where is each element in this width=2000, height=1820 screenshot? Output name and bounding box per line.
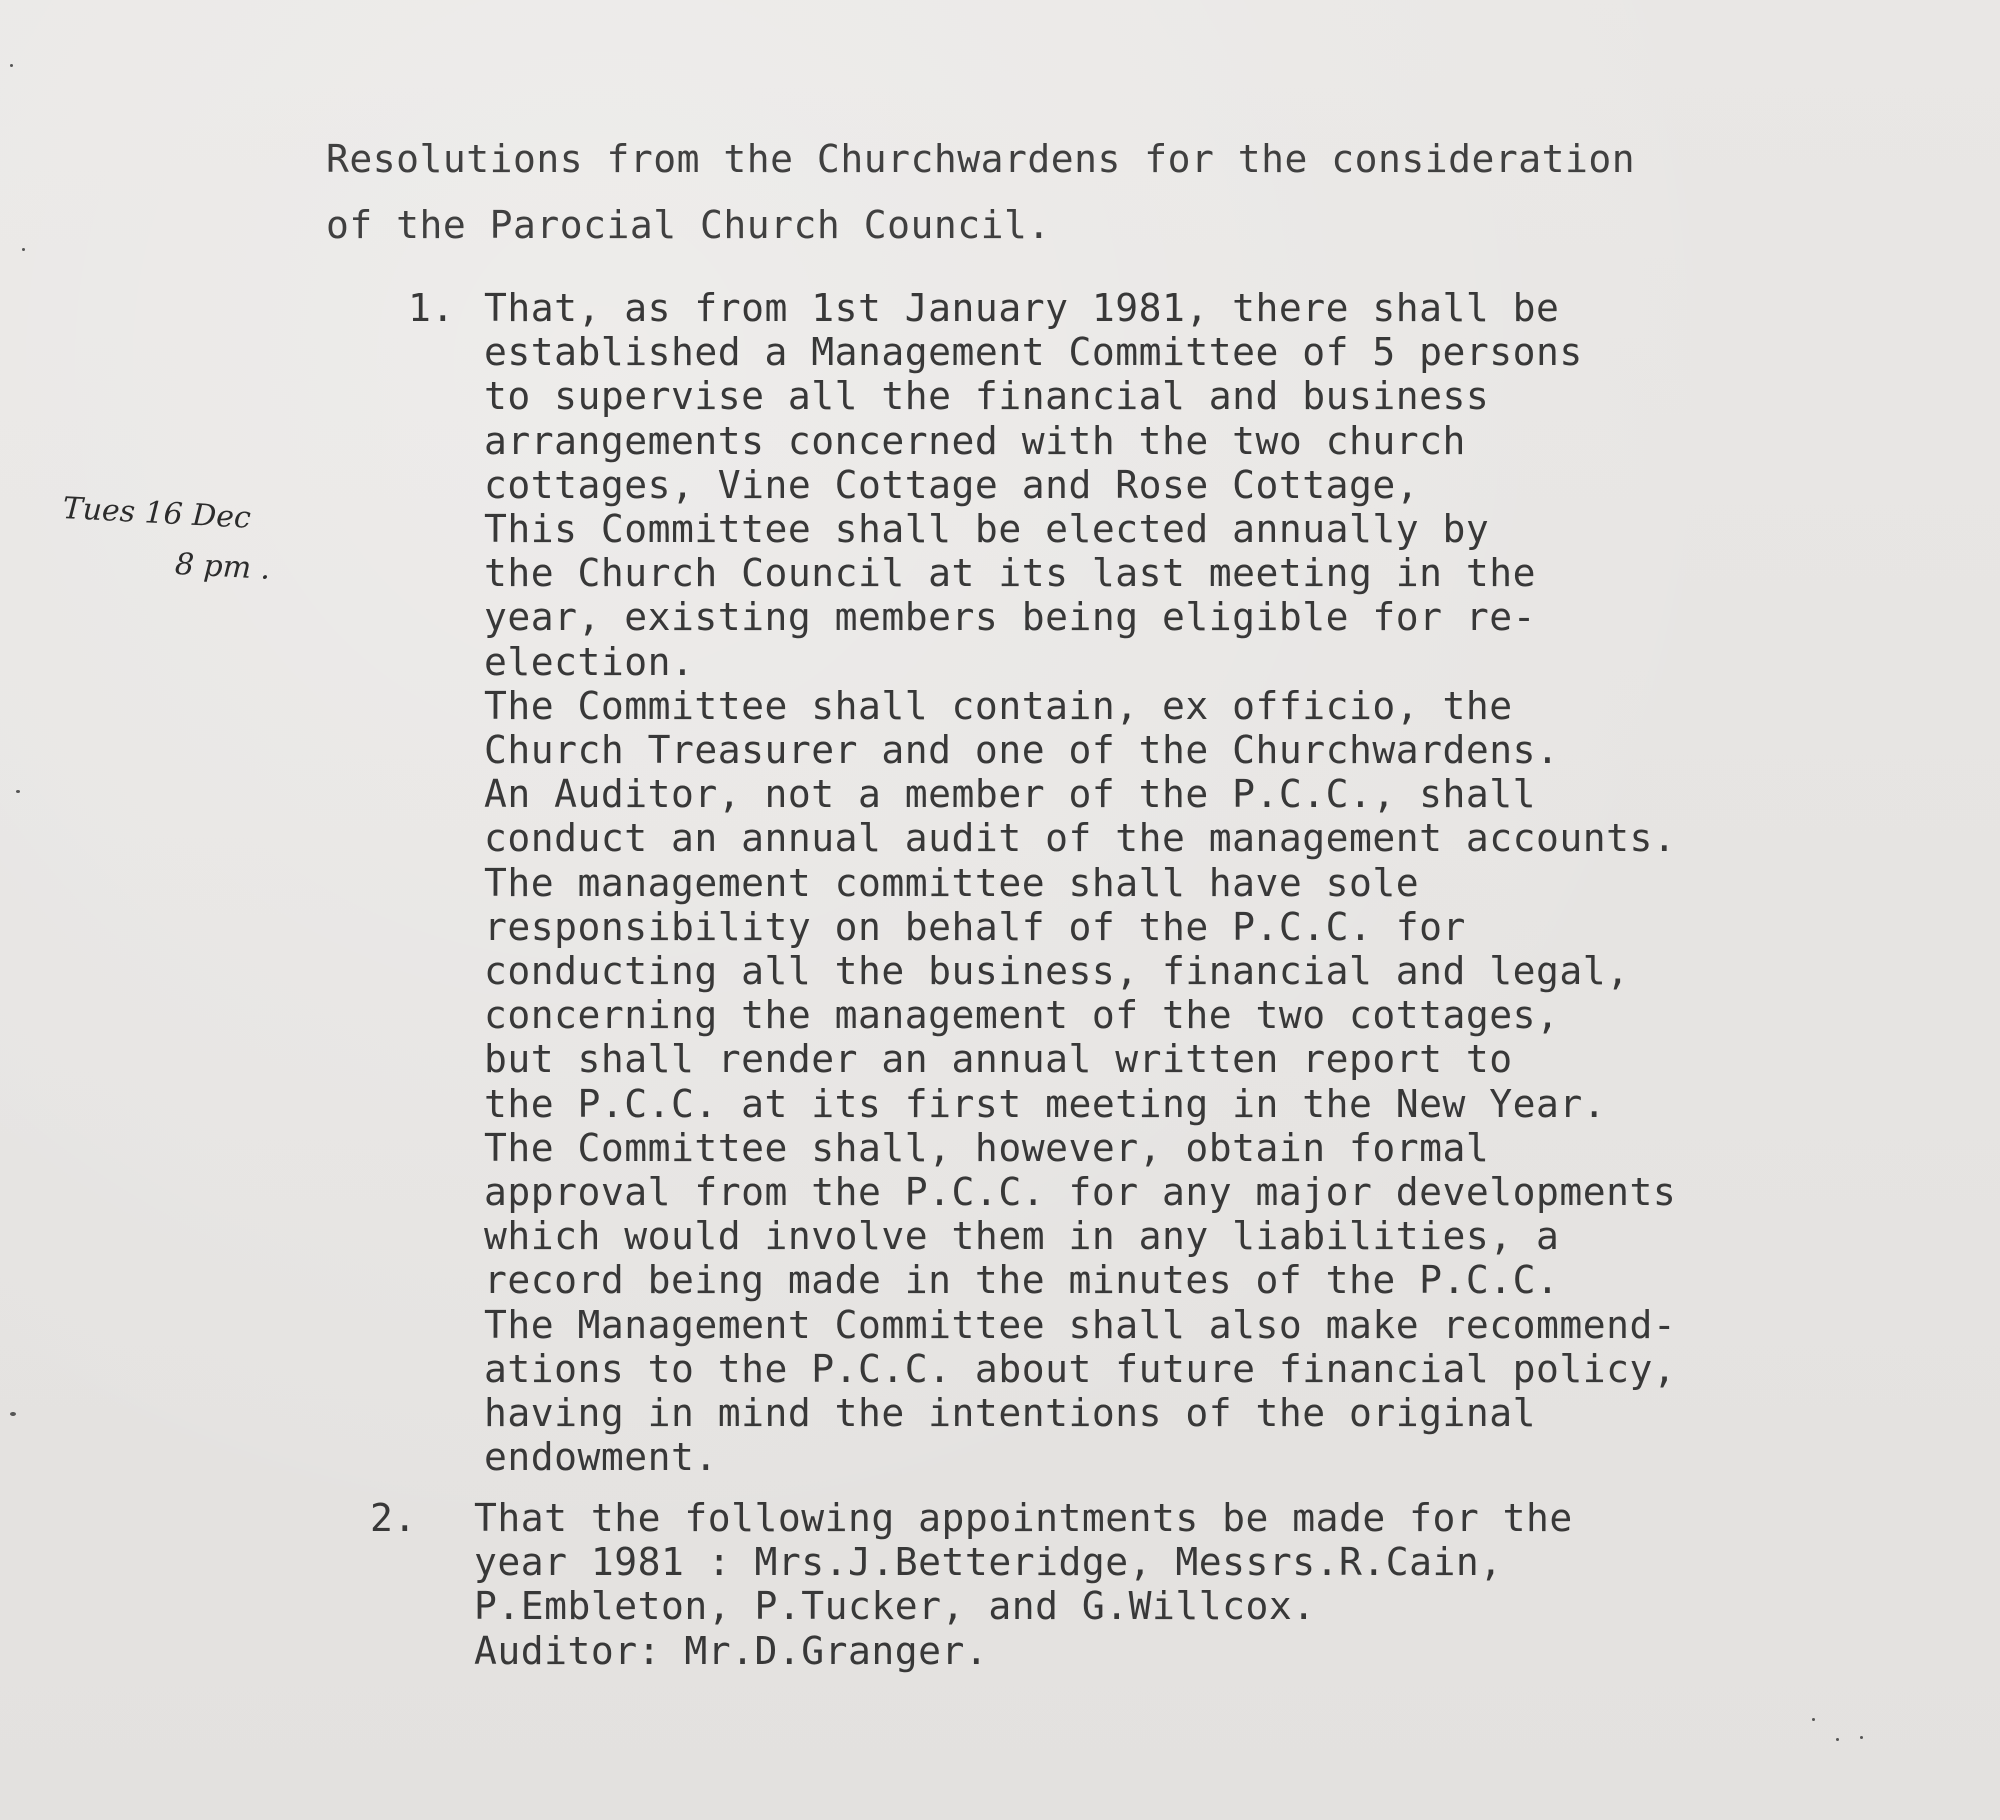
text-line: concerning the management of the two cottages, <box>484 993 1560 1038</box>
text-line: cottages, Vine Cottage and Rose Cottage, <box>484 462 1420 507</box>
scan-speck <box>1836 1738 1839 1741</box>
text-line: approval from the P.C.C. for any major developments <box>484 1170 1677 1215</box>
scan-speck <box>1812 1718 1815 1721</box>
scan-speck <box>16 790 20 793</box>
heading-line-2: of the Parocial Church Council. <box>326 203 1051 247</box>
scan-speck <box>10 64 13 67</box>
resolution-text <box>484 286 1676 1479</box>
text-line: year 1981 : Mrs.J.Betteridge, Messrs.R.Cain, <box>474 1540 1503 1585</box>
text-line: having in mind the intentions of the original <box>484 1391 1537 1436</box>
text-line: arrangements concerned with the two church <box>484 418 1466 463</box>
text-line: This Committee shall be elected annually by <box>484 507 1490 552</box>
text-line: P.Embleton, P.Tucker, and G.Willcox. <box>474 1584 1316 1629</box>
handwritten-note-time: 8 pm . <box>174 546 272 587</box>
text-line: to supervise all the financial and business <box>484 374 1490 419</box>
text-line: ations to the P.C.C. about future financial policy, <box>484 1346 1677 1391</box>
text-line: but shall render an annual written report to <box>484 1037 1513 1082</box>
heading-line-1: Resolutions from the Churchwardens for the consideration <box>326 137 1636 181</box>
text-line: the Church Council at its last meeting in the <box>484 551 1537 596</box>
text-line: record being made in the minutes of the P.C.C. <box>484 1258 1560 1303</box>
text-line: responsibility on behalf of the P.C.C. for <box>484 904 1466 949</box>
text-line: the P.C.C. at its first meeting in the New Year. <box>484 1081 1607 1126</box>
text-line: election. <box>484 639 695 684</box>
handwritten-margin-note <box>59 484 274 595</box>
text-line: The Committee shall contain, ex officio, the <box>484 683 1513 728</box>
scan-speck <box>22 248 25 251</box>
text-line: An Auditor, not a member of the P.C.C., shall <box>484 772 1537 817</box>
text-line: which would involve them in any liabilities, a <box>484 1214 1560 1259</box>
scan-speck <box>10 1412 16 1416</box>
text-line: Church Treasurer and one of the Churchwardens. <box>484 728 1560 773</box>
text-line: conducting all the business, financial and legal, <box>484 949 1630 994</box>
resolution-number: 2. <box>370 1496 417 1540</box>
text-line: year, existing members being eligible for re- <box>484 595 1537 640</box>
text-line: The Committee shall, however, obtain formal <box>484 1125 1490 1170</box>
text-line: conduct an annual audit of the management accounts. <box>484 816 1677 861</box>
handwritten-note-date: Tues 16 Dec <box>61 490 252 536</box>
text-line: endowment. <box>484 1435 718 1480</box>
text-line: That the following appointments be made for the <box>474 1496 1573 1540</box>
text-line: The Management Committee shall also make recommend- <box>484 1302 1677 1347</box>
scan-speck <box>1860 1736 1863 1739</box>
resolution-text <box>474 1496 1573 1673</box>
text-line: established a Management Committee of 5 persons <box>484 330 1583 375</box>
text-line: The management committee shall have sole <box>484 860 1420 905</box>
text-line: Auditor: Mr.D.Granger. <box>474 1628 989 1673</box>
resolution-number: 1. <box>408 286 455 330</box>
document-heading <box>326 126 1926 258</box>
text-line: That, as from 1st January 1981, there shall be <box>484 286 1560 330</box>
